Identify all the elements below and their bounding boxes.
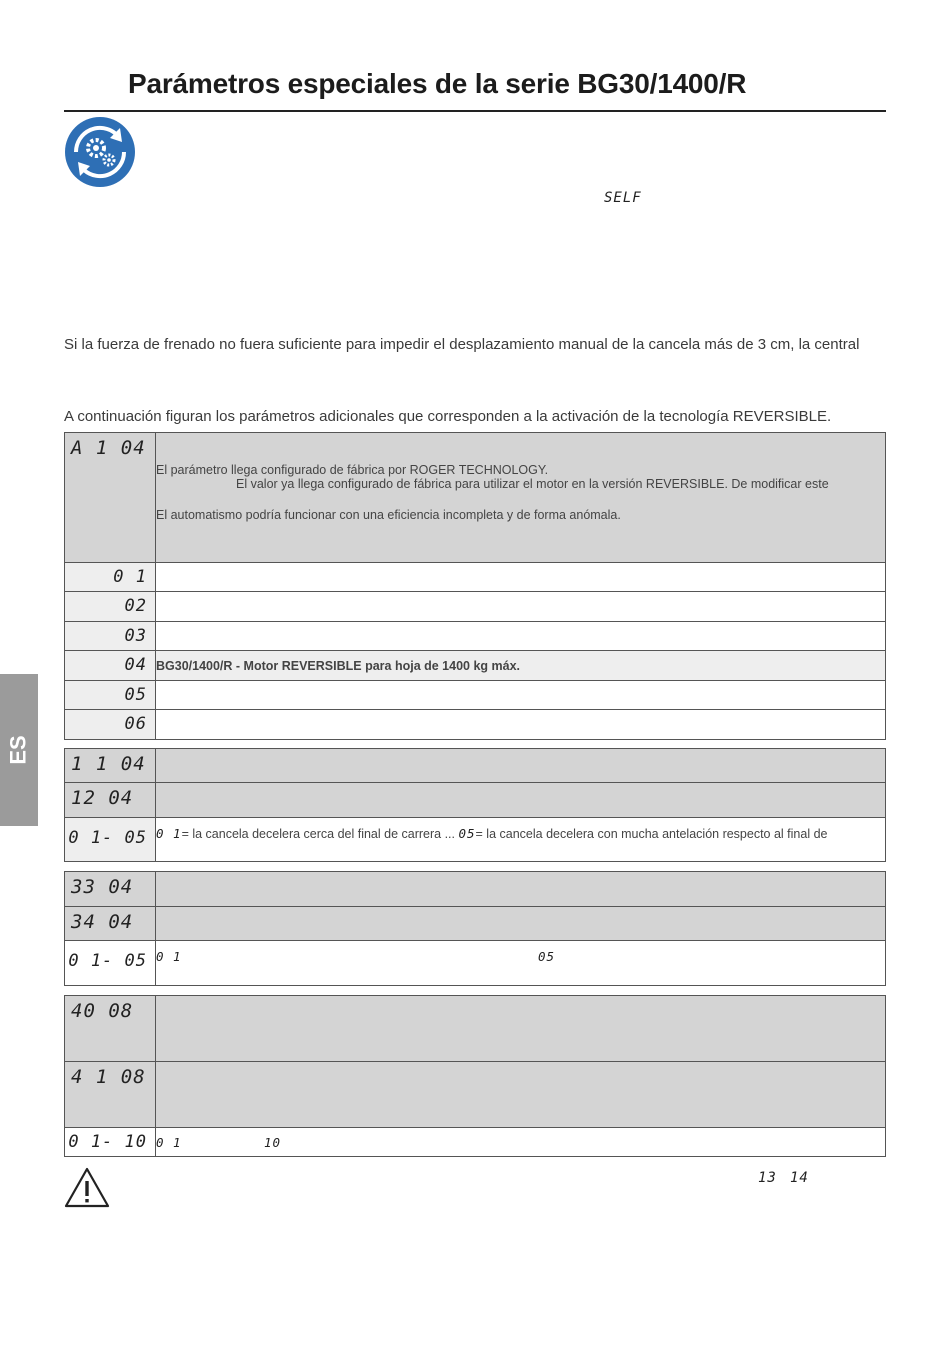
desc-line: El automatismo podría funcionar con una eficiencia incompleta y de forma anómala. xyxy=(156,508,621,522)
param-description xyxy=(156,996,886,1062)
parameter-table-deceleration xyxy=(64,748,886,862)
param-code-a104: A 1 04 xyxy=(65,433,156,563)
settings-cycle-icon xyxy=(64,116,136,188)
warning-triangle-icon xyxy=(64,1166,110,1208)
params-intro-paragraph: A continuación figuran los parámetros adicionales que corresponden a la activación de la tecnología REVERSIBLE. xyxy=(64,408,832,425)
param-description xyxy=(156,433,886,563)
range-low-text: = la cancela decelera cerca del final de carrera ... xyxy=(181,827,459,841)
parameter-table-40-41 xyxy=(64,995,886,1157)
value-range-code: 0 1- 10 xyxy=(65,1128,156,1157)
language-tab-label: ES xyxy=(5,735,31,765)
desc-line: El valor ya llega configurado de fábrica para utilizar el motor en la versión REVERSIBLE. De modificar este xyxy=(236,477,829,491)
value-description xyxy=(156,681,886,710)
param-code: 12 04 xyxy=(65,783,156,818)
param-code: 34 04 xyxy=(65,907,156,941)
parameter-table-a104 xyxy=(64,432,886,740)
value-code: 03 xyxy=(65,622,156,651)
value-range-code: 0 1- 05 xyxy=(65,818,156,862)
range-high-text: = la cancela decelera con mucha antelación respecto al final de xyxy=(475,827,828,841)
value-code: 02 xyxy=(65,592,156,622)
range-high-code: 10 xyxy=(264,1135,282,1150)
range-low-code: 0 1 xyxy=(156,949,182,964)
parameter-table-33-34 xyxy=(64,871,886,986)
value-range-description xyxy=(156,818,886,862)
value-description-selected: BG30/1400/R - Motor REVERSIBLE para hoja de 1400 kg máx. xyxy=(156,651,886,681)
param-description xyxy=(156,1062,886,1128)
value-range-description xyxy=(156,941,886,986)
brake-paragraph: Si la fuerza de frenado no fuera suficiente para impedir el desplazamiento manual de la cancela más de 3 cm, la central xyxy=(64,336,860,353)
desc-line: El parámetro llega configurado de fábrica por ROGER TECHNOLOGY. xyxy=(156,463,549,477)
range-high-code: 05 xyxy=(458,826,476,841)
param-code: 1 1 04 xyxy=(65,749,156,783)
warning-code: 13 xyxy=(758,1170,777,1186)
value-code: 06 xyxy=(65,710,156,740)
range-low-code: 0 1 xyxy=(156,1135,182,1150)
param-description xyxy=(156,907,886,941)
param-description xyxy=(156,749,886,783)
value-code-selected: 04 xyxy=(65,651,156,681)
param-description xyxy=(156,872,886,907)
param-description xyxy=(156,783,886,818)
value-description xyxy=(156,592,886,622)
range-low-code: 0 1 xyxy=(156,826,182,841)
value-range-code: 0 1- 05 xyxy=(65,941,156,986)
range-high-code: 05 xyxy=(538,949,556,964)
value-description xyxy=(156,622,886,651)
param-code: 40 08 xyxy=(65,996,156,1062)
self-display-code: SELF xyxy=(604,190,642,206)
param-code: 33 04 xyxy=(65,872,156,907)
value-description xyxy=(156,710,886,740)
param-code: 4 1 08 xyxy=(65,1062,156,1128)
value-range-description xyxy=(156,1128,886,1157)
language-side-tab xyxy=(0,674,38,826)
warning-code: 14 xyxy=(790,1170,809,1186)
value-code: 0 1 xyxy=(65,563,156,592)
page-title: Parámetros especiales de la serie BG30/1400/R xyxy=(128,68,747,99)
value-code: 05 xyxy=(65,681,156,710)
value-description xyxy=(156,563,886,592)
title-rule xyxy=(64,110,886,112)
